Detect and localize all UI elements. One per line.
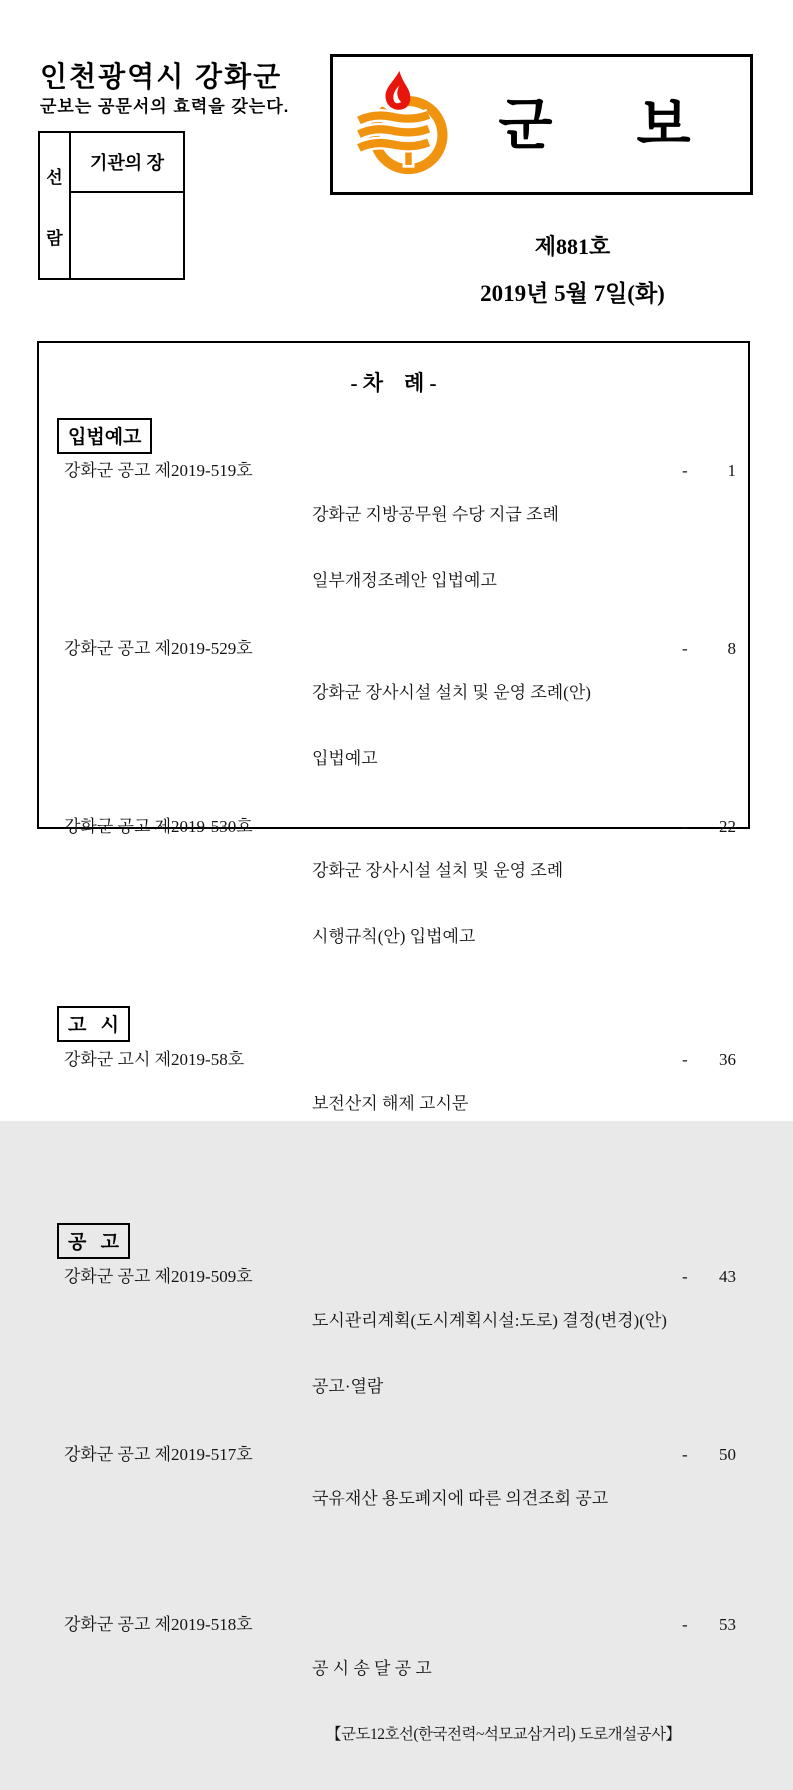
issue-number: 제881호 (534, 234, 611, 259)
county-emblem-icon (357, 69, 449, 181)
entry-dash: - (682, 1615, 688, 1634)
entry-title: 도시관리계획(도시계획시설:도로) 결정(변경)(안) 공고·열람 (312, 1311, 667, 1396)
entry-page-number: 43 (719, 1267, 736, 1286)
toc-box (37, 341, 750, 1743)
entry-dash: - (682, 817, 688, 836)
gazette-title-char-1: 군 (498, 92, 553, 156)
entry-page-ref (682, 1049, 736, 1071)
entry-doc-no: 강화군 고시 제2019-58호 (64, 1050, 245, 1069)
toc-entry (39, 816, 748, 992)
entry-doc-no: 강화군 공고 제2019-530호 (64, 817, 253, 836)
entry-page-ref (682, 1266, 736, 1288)
entry-page-number: 36 (719, 1050, 736, 1069)
entry-page-number: 8 (727, 639, 736, 658)
entry-title: 강화군 장사시설 설치 및 운영 조례(안) 입법예고 (312, 683, 591, 768)
toc-entry (39, 1049, 748, 1203)
entry-title: 강화군 지방공무원 수당 지급 조례 일부개정조례안 입법예고 (312, 505, 559, 590)
approval-head-label: 기관의 장 (71, 133, 183, 193)
gazette-title-char-2: 보 (636, 92, 691, 156)
section-label-legislative-notice: 입법예고 (57, 418, 152, 454)
approval-side-label (40, 133, 71, 278)
issue-date: 2019년 5월 7일(화) (480, 281, 665, 306)
section-label-notice: 고 시 (57, 1006, 130, 1042)
entry-dash: - (682, 1050, 688, 1069)
toc-entry (39, 460, 748, 636)
gazette-banner (330, 54, 753, 195)
entry-dash: - (682, 1267, 688, 1286)
toc-title: - 차 례 - (350, 371, 437, 395)
issue-block (430, 234, 715, 307)
entry-title: 공 시 송 달 공 고 【군도12호선(한국전력~석모교삼거리) 도로개설공사】 (312, 1659, 681, 1743)
entry-page-ref (682, 816, 736, 838)
entry-page-ref (682, 460, 736, 482)
entry-doc-no: 강화군 공고 제2019-517호 (64, 1445, 253, 1464)
approval-signature-cell (71, 193, 183, 278)
gazette-title (449, 92, 750, 156)
approval-side-char-2: 람 (46, 228, 63, 248)
entry-dash: - (682, 1445, 688, 1464)
entry-title: 보전산지 해제 고시문 (312, 1094, 469, 1113)
entry-page-number: 53 (719, 1615, 736, 1634)
entry-doc-no: 강화군 공고 제2019-519호 (64, 461, 253, 480)
entry-page-ref (682, 638, 736, 660)
entry-title: 강화군 장사시설 설치 및 운영 조례 시행규칙(안) 입법예고 (312, 861, 564, 946)
entry-doc-no: 강화군 공고 제2019-529호 (64, 639, 253, 658)
entry-page-number: 50 (719, 1445, 736, 1464)
entry-dash: - (682, 461, 688, 480)
agency-title: 인천광역시 강화군 (40, 61, 283, 92)
entry-dash: - (682, 639, 688, 658)
entry-page-number: 1 (727, 461, 736, 480)
section-label-announcement: 공 고 (57, 1223, 130, 1259)
approval-side-char-1: 선 (46, 167, 63, 187)
entry-doc-no: 강화군 공고 제2019-509호 (64, 1267, 253, 1286)
entry-title: 국유재산 용도폐지에 따른 의견조회 공고 (312, 1489, 609, 1508)
entry-page-ref (682, 1444, 736, 1466)
agency-tagline: 군보는 공문서의 효력을 갖는다. (40, 97, 290, 116)
entry-doc-no: 강화군 공고 제2019-518호 (64, 1615, 253, 1634)
toc-entry (39, 1266, 748, 1442)
approval-box (38, 131, 185, 280)
toc-entry (39, 638, 748, 814)
entry-page-ref (682, 1614, 736, 1636)
approval-main (71, 133, 183, 278)
toc-entry (39, 1614, 748, 1790)
toc-entry (39, 1444, 748, 1598)
entry-page-number: 22 (719, 817, 736, 836)
